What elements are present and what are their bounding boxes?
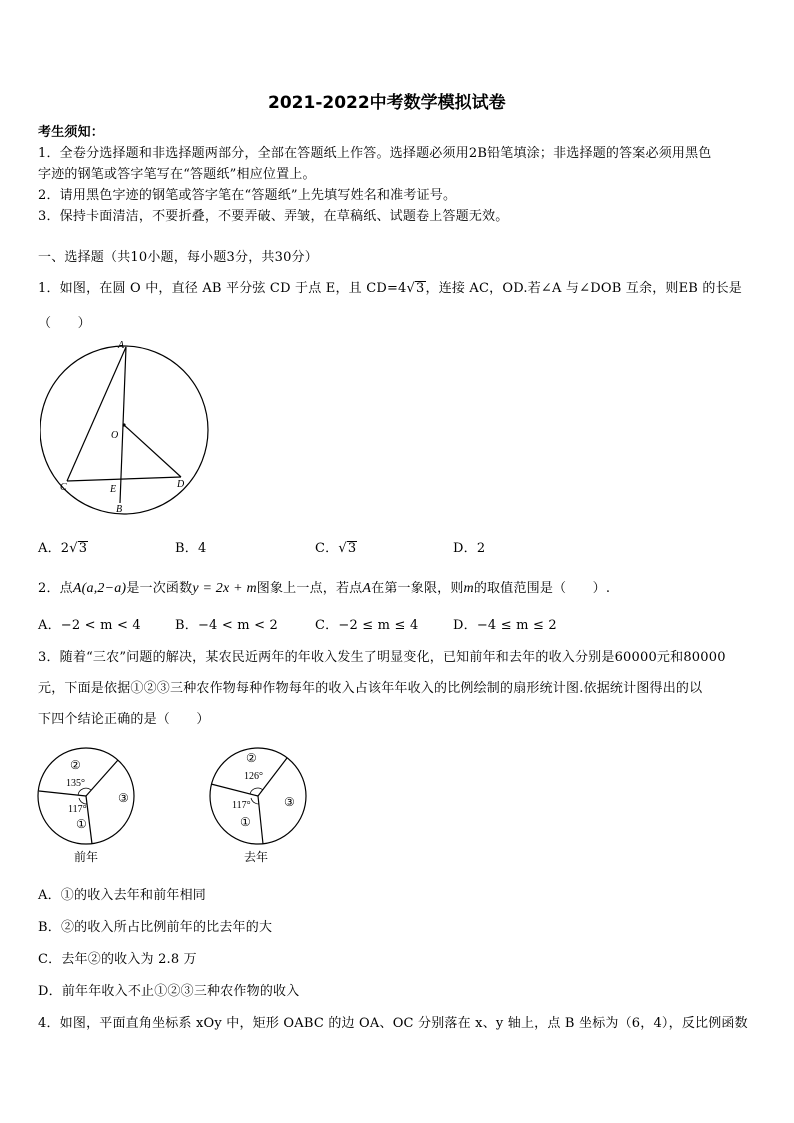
pie-divider-1 (211, 784, 258, 796)
label-a: A (118, 340, 125, 351)
pie-divider-2 (86, 760, 118, 796)
q3-option-c: C．去年②的收入为 2.8 万 (38, 952, 197, 967)
q2-point-a: A (362, 581, 372, 596)
q1-stem-radicand: 3 (416, 281, 425, 296)
pie-chart-last-year-before (36, 744, 140, 864)
notice-line-2: 2．请用黑色字迹的钢笔或答字笔在“答题纸”上先填写姓名和准考证号。 (38, 188, 457, 203)
q2-option-a: A．−2 < m < 4 (38, 618, 141, 633)
q1-option-c-radicand: 3 (347, 541, 357, 556)
pie1-caption: 前年 (74, 850, 99, 864)
sqrt-symbol: √ (338, 541, 347, 556)
q2-option-d: D．−4 ≤ m ≤ 2 (453, 618, 557, 633)
segment-od (124, 425, 181, 477)
pie1-angle-117: 117° (68, 804, 87, 815)
angle-arc-1 (78, 788, 91, 795)
pie2-sector-3-label: ③ (284, 795, 295, 809)
q2-stem-c: 图象上一点，若点 (256, 581, 363, 596)
q1-stem-a: 1．如图，在圆 O 中，直径 AB 平分弦 CD 于点 E，且 CD=4 (38, 281, 407, 296)
pie1-sector-3-label: ③ (118, 791, 129, 805)
q2-stem-d: 在第一象限，则 (371, 581, 464, 596)
q2-option-c: C．−2 ≤ m ≤ 4 (315, 618, 419, 633)
q1-option-a-radicand: 3 (78, 541, 88, 556)
q2-stem-e: 的取值范围是（ ）. (473, 581, 611, 596)
pie1-sector-2-label: ② (70, 758, 81, 772)
segment-ac (67, 347, 126, 481)
q1-paren: （ ） (38, 316, 91, 331)
q4-stem-line-1: 4．如图，平面直角坐标系 xOy 中，矩形 OABC 的边 OA、OC 分别落在 x、y 轴上，点 B 坐标为（6，4），反比例函数 (38, 1016, 748, 1031)
q3-stem-line-2: 元，下面是依据①②③三种农作物每种作物每年的收入占该年年收入的比例绘制的扇形统计图.依据统计图得出的以 (38, 681, 703, 696)
q3-option-a: A．①的收入去年和前年相同 (38, 888, 206, 903)
notice-line-3: 3．保持卡面清洁，不要折叠，不要弄破、弄皱，在草稿纸、试题卷上答题无效。 (38, 209, 509, 224)
label-d: D (177, 479, 185, 490)
q2-stem-b: 是一次函数 (126, 581, 193, 596)
pie1-angle-135: 135° (66, 778, 85, 789)
q2-point: A(a,2−a) (72, 581, 127, 596)
q3-option-d: D．前年年收入不止①②③三种农作物的收入 (38, 984, 300, 999)
q1-option-a-text: A．2 (38, 541, 70, 556)
q3-option-b: B．②的收入所占比例前年的比去年的大 (38, 920, 273, 935)
q1-circle-figure (40, 340, 230, 520)
pie2-sector-2-label: ② (246, 751, 257, 765)
angle-arc-1 (250, 788, 263, 794)
pie-chart-last-year (208, 744, 312, 864)
pie2-angle-126: 126° (244, 771, 263, 782)
label-o: O (111, 430, 119, 441)
q1-option-d: D．2 (453, 541, 486, 556)
q1-option-a (38, 537, 88, 556)
chord-cd (67, 477, 181, 481)
pie2-sector-1-label: ① (240, 815, 251, 829)
label-e: E (110, 484, 117, 495)
q1-option-c-text: C． (315, 541, 339, 556)
q1-option-c (315, 537, 357, 556)
center-dot (122, 423, 125, 426)
q1-stem (38, 277, 742, 296)
q1-option-b: B．4 (175, 541, 207, 556)
q3-stem-line-3: 下四个结论正确的是（ ） (38, 712, 210, 727)
pie2-caption: 去年 (244, 850, 269, 864)
q2-stem (38, 577, 610, 597)
q1-stem-b: ，连接 AC，OD.若∠A 与∠DOB 互余，则EB 的长是 (425, 281, 742, 296)
sqrt-symbol: √ (406, 281, 416, 296)
q2-function: y = 2x + m (192, 581, 257, 596)
label-c: C (60, 482, 67, 493)
sqrt-symbol: √ (69, 541, 78, 556)
pie2-angle-117: 117° (232, 800, 251, 811)
q2-m: m (463, 581, 474, 596)
label-b: B (116, 504, 123, 515)
pie-divider-3 (86, 796, 92, 844)
page-title: 2021-2022中考数学模拟试卷 (268, 93, 506, 113)
notice-line-1b: 字迹的钢笔或答字笔写在“答题纸”相应位置上。 (38, 167, 316, 182)
q2-option-b: B．−4 < m < 2 (175, 618, 279, 633)
section-heading: 一、选择题（共10小题，每小题3分，共30分） (38, 250, 318, 265)
pie1-sector-1-label: ① (76, 817, 87, 831)
q3-stem-line-1: 3．随着“三农”问题的解决，某农民近两年的年收入发生了明显变化，已知前年和去年的收入分别是60000元和80000 (38, 650, 726, 665)
notice-heading: 考生须知： (38, 125, 105, 140)
pie-divider-3 (258, 796, 263, 844)
notice-line-1a: 1．全卷分选择题和非选择题两部分，全部在答题纸上作答。选择题必须用2B铅笔填涂；非选择题的答案必须用黑色 (38, 146, 712, 161)
q2-stem-a: 2．点 (38, 581, 73, 596)
